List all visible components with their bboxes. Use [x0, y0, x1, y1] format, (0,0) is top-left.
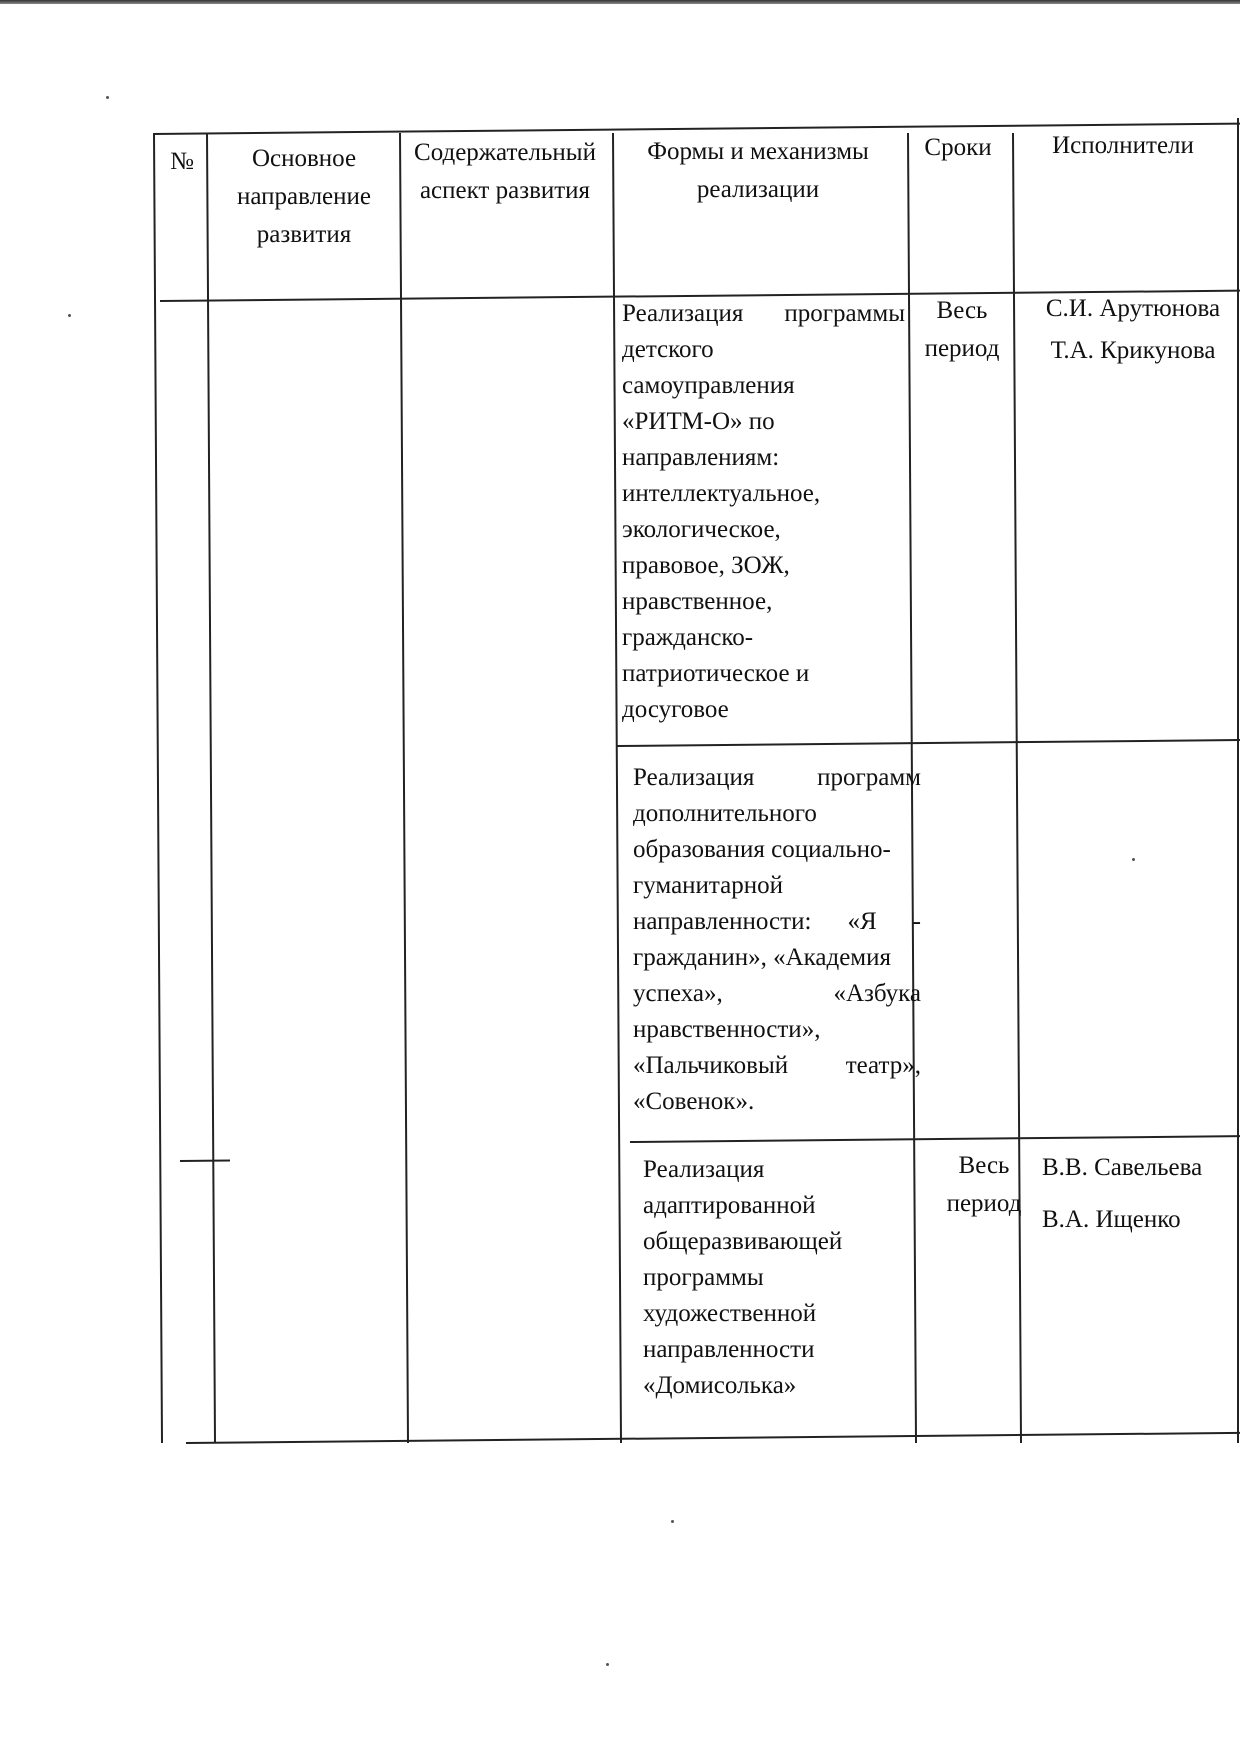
forms-line: «Домисолька» — [643, 1372, 797, 1399]
column-divider — [206, 133, 216, 1443]
forms-line: Реализация — [643, 1156, 765, 1183]
header-executors: Исполнители — [1052, 132, 1194, 159]
forms-line: патриотическое и — [622, 660, 810, 687]
forms-line: направленности: «Я - — [633, 908, 921, 935]
forms-line: дополнительного — [633, 800, 817, 827]
forms-line: адаптированной — [643, 1192, 816, 1219]
row-1-executors: С.И. Арутюнова Т.А. Крикунова — [1045, 295, 1221, 364]
forms-line: образования социально- — [633, 836, 891, 863]
forms-line: интеллектуальное, — [622, 480, 821, 507]
forms-line: Реализация программы — [622, 300, 905, 327]
header-num: № — [170, 148, 194, 175]
forms-line: нравственности», — [633, 1016, 821, 1043]
header-terms: Сроки — [924, 134, 992, 161]
table-border-bottom — [186, 1432, 1240, 1444]
forms-line: гражданско- — [622, 624, 754, 651]
row-3-terms: Весь период — [946, 1152, 1022, 1217]
forms-line: гражданин», «Академия — [633, 944, 892, 971]
table-border-left — [153, 133, 163, 1443]
row-1-terms: Весь период — [924, 297, 1000, 362]
forms-line: Реализация программ — [633, 764, 921, 791]
forms-line: досуговое — [622, 696, 729, 723]
num-cell-divider — [180, 1160, 230, 1162]
header-direction: Основное направление развития — [236, 145, 372, 248]
forms-line: направленности — [643, 1336, 815, 1363]
forms-line: нравственное, — [622, 588, 773, 615]
forms-line: правовое, ЗОЖ, — [622, 552, 790, 579]
header-forms: Формы и механизмы реализации — [647, 138, 869, 203]
forms-line: детского — [622, 336, 714, 363]
header-aspect: Содержательный аспект развития — [414, 139, 596, 204]
row-1-forms — [622, 296, 905, 728]
forms-line: общеразвивающей — [643, 1228, 843, 1255]
row-3-executors: В.В. Савельева В.А. Ищенко — [1042, 1154, 1203, 1233]
forms-line: гуманитарной — [633, 872, 784, 899]
column-divider — [399, 133, 409, 1443]
forms-line: программы — [643, 1264, 764, 1291]
forms-line: «РИТМ-О» по — [622, 408, 775, 435]
column-divider — [1012, 133, 1022, 1443]
forms-line: художественной — [643, 1300, 817, 1327]
forms-line: успеха», «Азбука — [633, 980, 921, 1007]
forms-line: экологическое, — [622, 516, 781, 543]
forms-line: направлениям: — [622, 444, 780, 471]
row-3-forms — [643, 1152, 923, 1404]
forms-line: «Пальчиковый театр», — [633, 1052, 921, 1079]
row-divider — [617, 739, 1240, 746]
forms-line: самоуправления — [622, 372, 795, 399]
row-2-forms — [633, 760, 921, 1120]
forms-line: «Совенок». — [633, 1088, 755, 1115]
column-divider — [612, 133, 622, 1443]
